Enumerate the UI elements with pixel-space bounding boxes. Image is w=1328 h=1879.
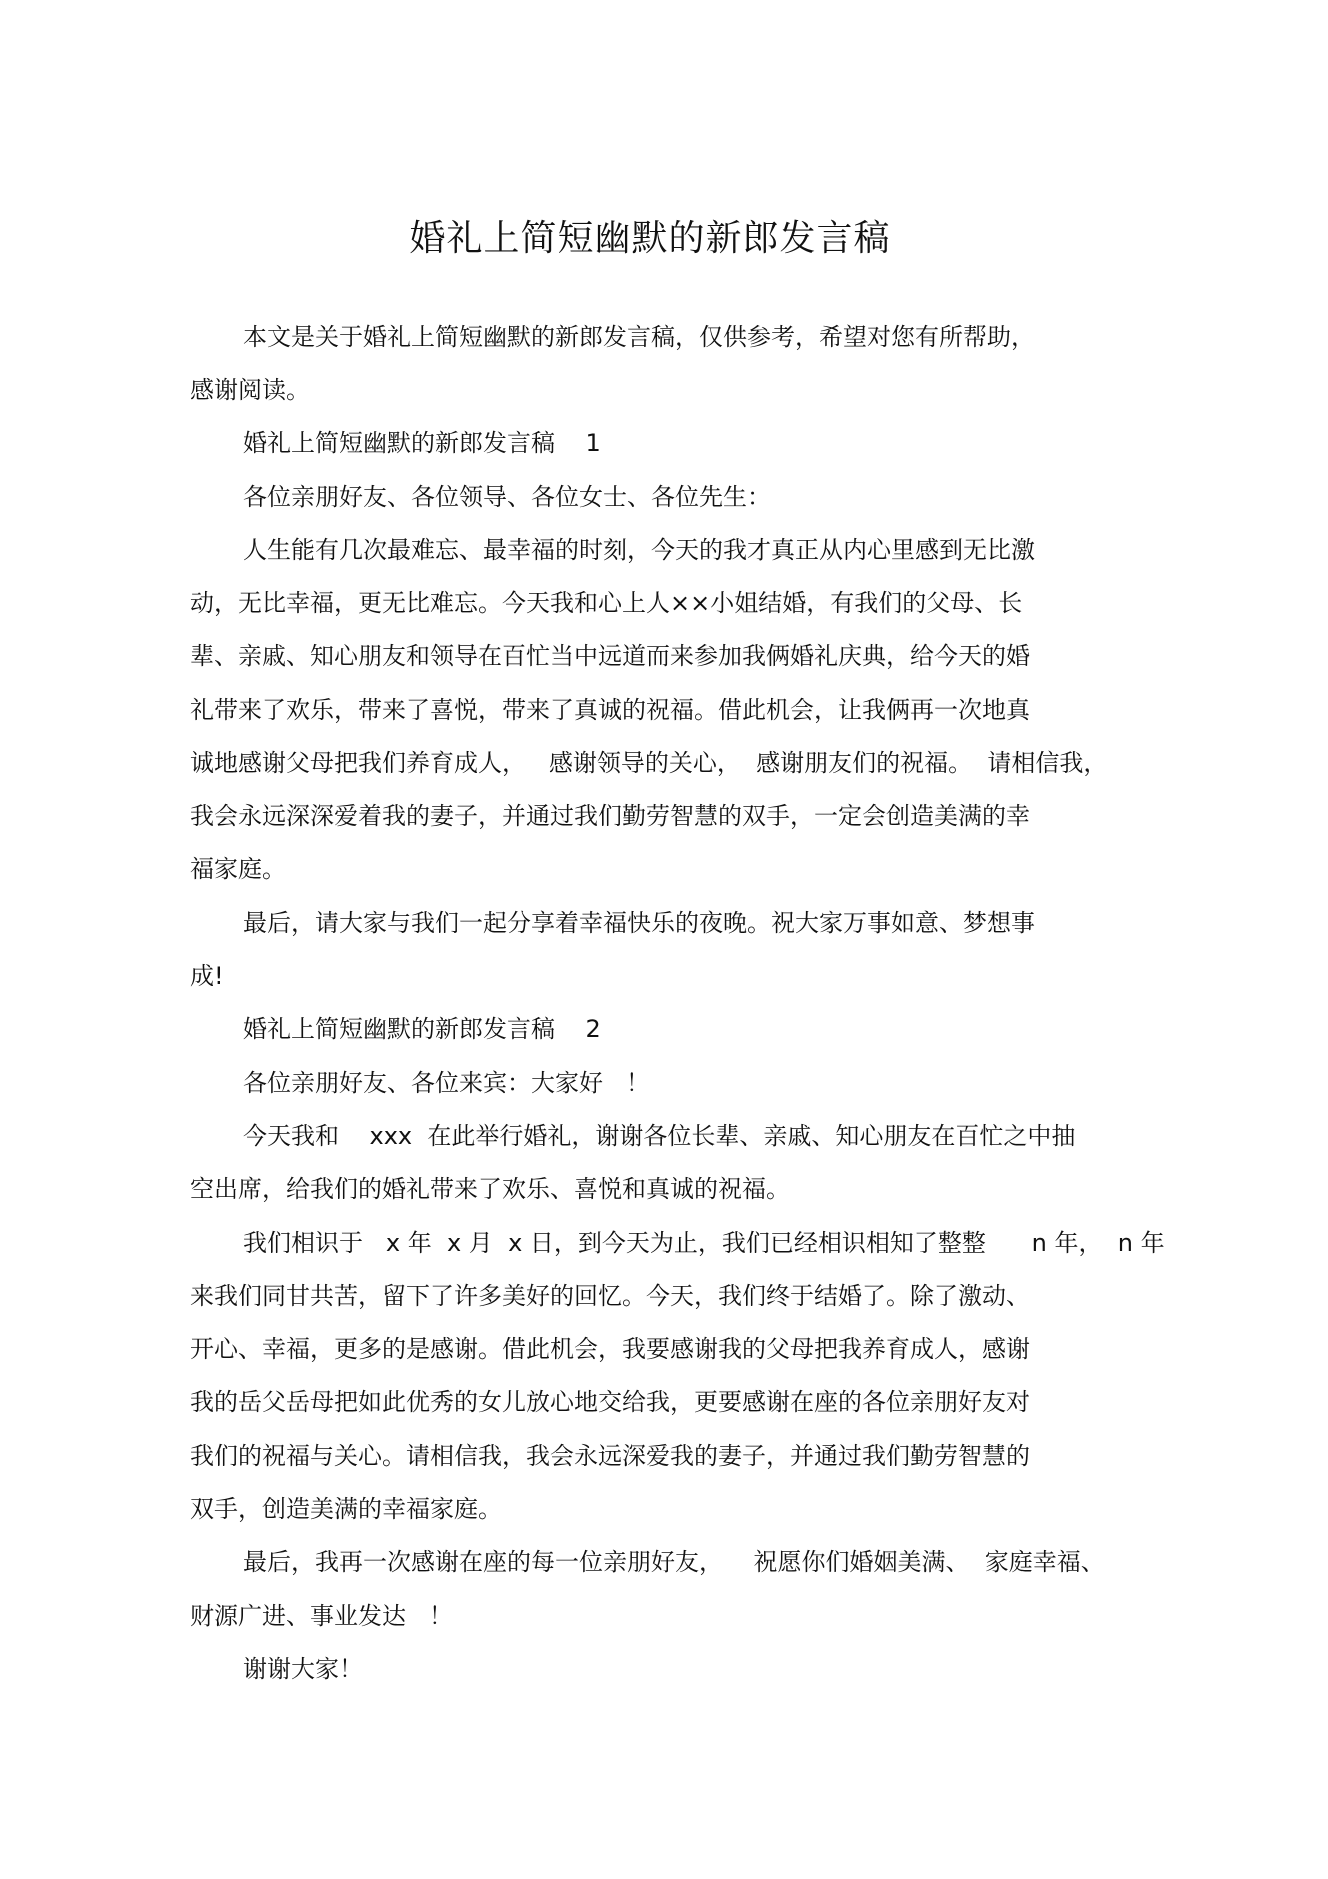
greeting-1: 各位亲朋好友、各位领导、各位女士、各位先生： <box>243 483 771 511</box>
paragraph-line: 来我们同甘共苦，留下了许多美好的回忆。今天，我们终于结婚了。除了激动、 <box>190 1282 1030 1310</box>
paragraph-line: 礼带来了欢乐，带来了喜悦，带来了真诚的祝福。借此机会，让我俩再一次地真 <box>190 696 1030 724</box>
intro-line-1: 本文是关于婚礼上简短幽默的新郎发言稿，仅供参考，希望对您有所帮助， <box>243 323 1035 351</box>
document-title: 婚礼上简短幽默的新郎发言稿 <box>409 218 891 259</box>
paragraph-line: 最后，我再一次感谢在座的每一位亲朋好友， 祝愿你们婚姻美满、 家庭幸福、 <box>243 1548 1105 1576</box>
paragraph-line: 福家庭。 <box>190 855 286 883</box>
paragraph-line: 最后，请大家与我们一起分享着幸福快乐的夜晚。祝大家万事如意、梦想事 <box>243 909 1035 937</box>
paragraph-line: 开心、幸福，更多的是感谢。借此机会，我要感谢我的父母把我养育成人，感谢 <box>190 1335 1030 1363</box>
paragraph-line: 动，无比幸福，更无比难忘。今天我和心上人××小姐结婚，有我们的父母、长 <box>190 589 1023 617</box>
closing-line: 谢谢大家！ <box>243 1655 363 1683</box>
paragraph-line: 今天我和 xxx 在此举行婚礼，谢谢各位长辈、亲戚、知心朋友在百忙之中抽 <box>243 1122 1076 1150</box>
paragraph-line: 成! <box>190 962 224 990</box>
greeting-2: 各位亲朋好友、各位来宾：大家好 ！ <box>243 1069 650 1097</box>
intro-line-2: 感谢阅读。 <box>190 376 310 404</box>
section-heading-2: 婚礼上简短幽默的新郎发言稿 2 <box>243 1015 601 1043</box>
paragraph-line: 诚地感谢父母把我们养育成人， 感谢领导的关心， 感谢朋友们的祝福。 请相信我， <box>190 749 1108 777</box>
paragraph-line: 空出席，给我们的婚礼带来了欢乐、喜悦和真诚的祝福。 <box>190 1175 790 1203</box>
paragraph-line: 我们的祝福与关心。请相信我，我会永远深爱我的妻子，并通过我们勤劳智慧的 <box>190 1442 1030 1470</box>
paragraph-line: 辈、亲戚、知心朋友和领导在百忙当中远道而来参加我俩婚礼庆典，给今天的婚 <box>190 642 1030 670</box>
paragraph-line: 人生能有几次最难忘、最幸福的时刻，今天的我才真正从内心里感到无比激 <box>243 536 1035 564</box>
paragraph-line: 我会永远深深爱着我的妻子，并通过我们勤劳智慧的双手，一定会创造美满的幸 <box>190 802 1030 830</box>
paragraph-line: 财源广进、事业发达 ！ <box>190 1602 453 1630</box>
paragraph-line: 双手，创造美满的幸福家庭。 <box>190 1495 502 1523</box>
section-heading-1: 婚礼上简短幽默的新郎发言稿 1 <box>243 429 601 457</box>
paragraph-line: 我们相识于 x 年 x 月 x 日，到今天为止，我们已经相识相知了整整 n 年， n 年 <box>243 1229 1165 1257</box>
paragraph-line: 我的岳父岳母把如此优秀的女儿放心地交给我，更要感谢在座的各位亲朋好友对 <box>190 1388 1030 1416</box>
